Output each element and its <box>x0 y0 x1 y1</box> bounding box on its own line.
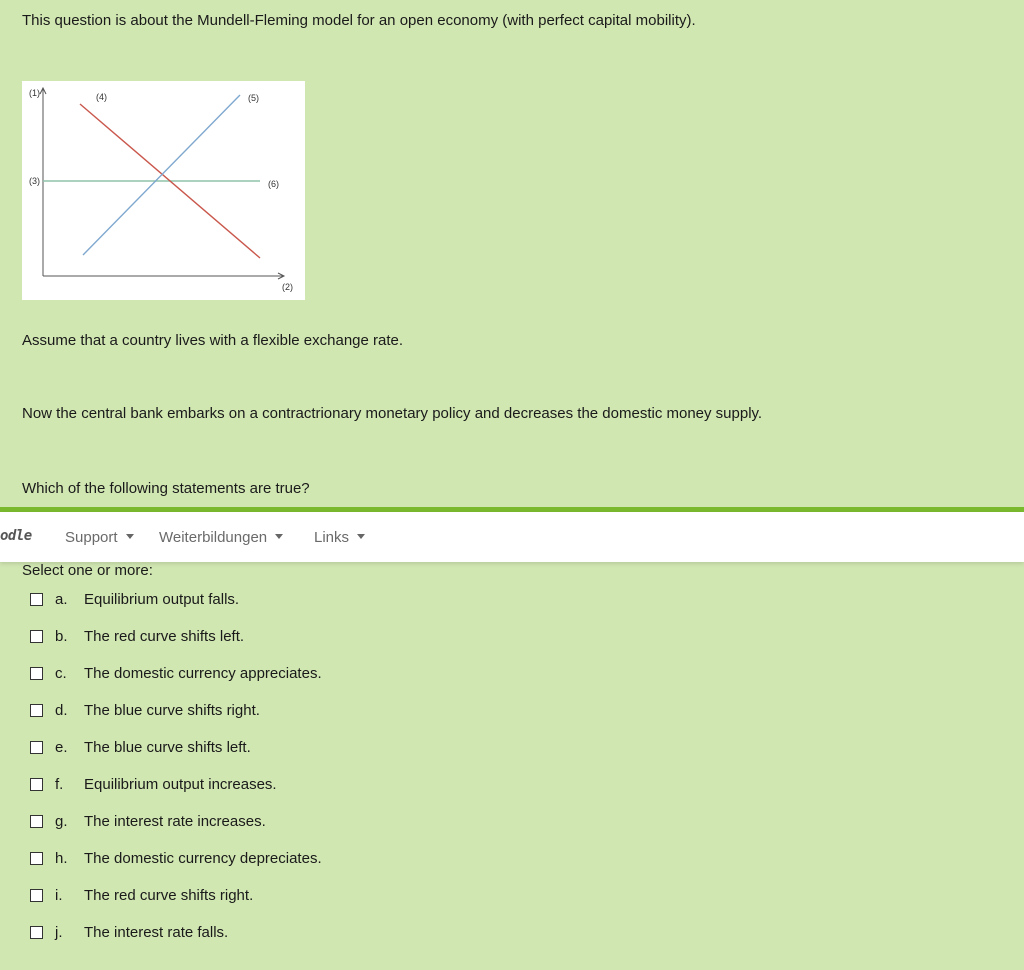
option-text[interactable]: The domestic currency depreciates. <box>84 850 322 867</box>
question-scenario: Now the central bank embarks on a contractrionary monetary policy and decreases the domestic money supply. <box>22 405 763 422</box>
option-letter: g. <box>55 813 68 830</box>
option-letter: a. <box>55 591 68 608</box>
label-1: (1) <box>29 88 40 98</box>
nav-item-support[interactable] <box>65 529 134 546</box>
graph-svg <box>22 81 305 300</box>
nav-item-weiterbildungen[interactable] <box>159 529 283 546</box>
select-instruction: Select one or more: <box>22 562 153 579</box>
caret-down-icon <box>357 534 365 539</box>
option-text[interactable]: Equilibrium output increases. <box>84 776 277 793</box>
nav-item-links[interactable] <box>314 529 365 546</box>
top-navbar <box>0 512 1024 562</box>
label-6: (6) <box>268 179 279 189</box>
checkbox-e[interactable] <box>30 741 43 754</box>
option-letter: i. <box>55 887 63 904</box>
checkbox-a[interactable] <box>30 593 43 606</box>
caret-down-icon <box>275 534 283 539</box>
checkbox-d[interactable] <box>30 704 43 717</box>
question-assumption: Assume that a country lives with a flexible exchange rate. <box>22 332 404 349</box>
checkbox-h[interactable] <box>30 852 43 865</box>
option-letter: h. <box>55 850 68 867</box>
checkbox-i[interactable] <box>30 889 43 902</box>
label-3: (3) <box>29 176 40 186</box>
nav-item-label: Weiterbildungen <box>159 529 268 546</box>
option-text[interactable]: The interest rate falls. <box>84 924 229 941</box>
nav-item-label: Links <box>314 529 350 546</box>
option-text[interactable]: The blue curve shifts right. <box>84 702 260 719</box>
checkbox-j[interactable] <box>30 926 43 939</box>
option-text[interactable]: Equilibrium output falls. <box>84 591 240 608</box>
nav-item-label: Support <box>65 529 118 546</box>
blue-curve <box>83 95 240 255</box>
option-text[interactable]: The domestic currency appreciates. <box>84 665 322 682</box>
brand-logo[interactable]: odle <box>0 528 32 544</box>
option-letter: f. <box>55 776 64 793</box>
mundell-fleming-graph <box>22 81 305 300</box>
question-intro: This question is about the Mundell-Fleming model for an open economy (with perfect capital mobility). <box>22 12 696 29</box>
caret-down-icon <box>126 534 134 539</box>
option-text[interactable]: The red curve shifts right. <box>84 887 254 904</box>
checkbox-c[interactable] <box>30 667 43 680</box>
checkbox-g[interactable] <box>30 815 43 828</box>
label-2: (2) <box>282 282 293 292</box>
option-text[interactable]: The red curve shifts left. <box>84 628 245 645</box>
label-4: (4) <box>96 92 107 102</box>
checkbox-f[interactable] <box>30 778 43 791</box>
checkbox-b[interactable] <box>30 630 43 643</box>
option-letter: e. <box>55 739 68 756</box>
option-text[interactable]: The blue curve shifts left. <box>84 739 251 756</box>
option-letter: c. <box>55 665 67 682</box>
option-letter: j. <box>55 924 63 941</box>
option-letter: b. <box>55 628 68 645</box>
label-5: (5) <box>248 93 259 103</box>
question-prompt: Which of the following statements are true? <box>22 480 310 497</box>
option-letter: d. <box>55 702 68 719</box>
option-text[interactable]: The interest rate increases. <box>84 813 266 830</box>
